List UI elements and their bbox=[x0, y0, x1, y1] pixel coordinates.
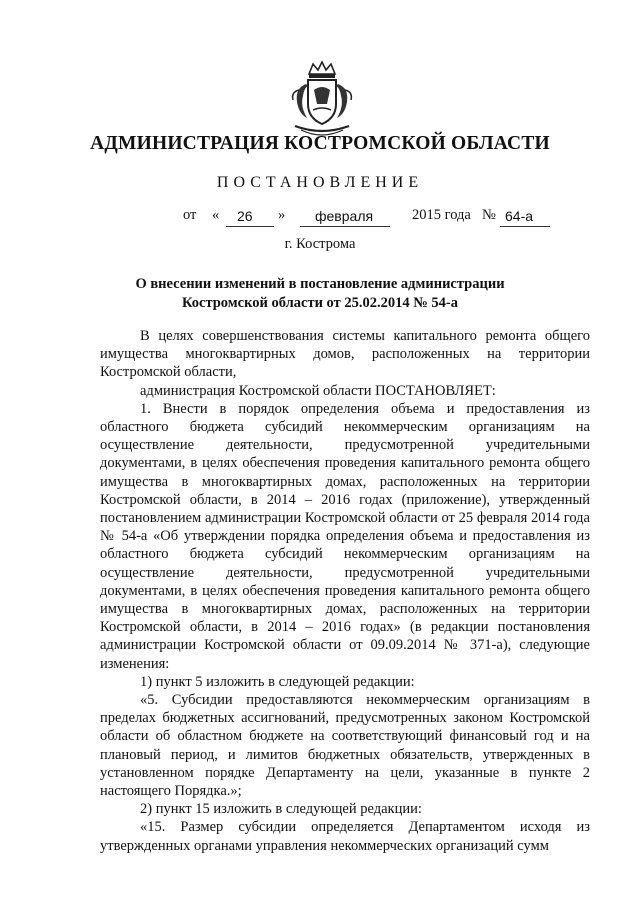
paragraph: 1) пункт 5 изложить в следующей редакции: bbox=[140, 673, 415, 690]
document-type: ПОСТАНОВЛЕНИЕ bbox=[216, 174, 424, 191]
organization-name: АДМИНИСТРАЦИЯ КОСТРОМСКОЙ ОБЛАСТИ bbox=[90, 133, 550, 154]
title-line-2: Костромской области от 25.02.2014 № 54-а bbox=[181, 295, 459, 311]
number-underline bbox=[500, 226, 550, 227]
date-prefix: от bbox=[183, 207, 197, 223]
paragraph: 2) пункт 15 изложить в следующей редакции: bbox=[140, 801, 422, 818]
day-underline bbox=[226, 226, 274, 227]
month-underline bbox=[300, 226, 390, 227]
paragraph: «5. Субсидии предоставляются некоммерческим организациям в пределах бюджетных ассигнований, предусмотренных законом Костромской области об областном бюджете на соответствующий финансовый год и на плановый период, и лимитов бюджетных обязательств, утвержденных в установленном порядке Департаменту на цели, указанные в пункте 2 настоящего Порядка.»; bbox=[100, 692, 590, 800]
paragraph: «15. Размер субсидии определяется Департаментом исходя из утвержденных органами управления некоммерческих организаций сумм bbox=[100, 819, 590, 854]
city: г. Кострома bbox=[284, 236, 356, 252]
date-day: 26 bbox=[237, 208, 253, 224]
document-number: 64-а bbox=[505, 208, 534, 224]
quote-open: « bbox=[212, 207, 220, 223]
paragraph: администрация Костромской области ПОСТАНОВЛЯЕТ: bbox=[140, 382, 496, 399]
date-month: февраля bbox=[315, 208, 374, 224]
date-year: 2015 года bbox=[412, 207, 471, 223]
quote-close: » bbox=[278, 207, 286, 223]
paragraph: 1. Внести в порядок определения объема и предоставления из областного бюджета субсидий некоммерческим организациям на осуществление деятельности, предусмотренной учредительными документами, в целях обеспечения проведения капитального ремонта общего имущества в многоквартирных домах, расположенных на территории Костромской области, в 2014 – 2016 годах (приложение), утвержденный постановлением администрации Костромской области от 25 февраля 2014 года № 54-а «Об утверждении порядка определения объема и предоставления из областного бюджета субсидий некоммерческим организациям на осуществление деятельности, предусмотренной учредительными документами, в целях обеспечения проведения капитального ремонта общего имущества в многоквартирных домах, расположенных на территории Костромской области, в 2014 – 2016 годах» (в редакции постановления администрации Костромской области от 09.09.2014 № 371-а), следующие изменения: bbox=[100, 400, 590, 672]
document-title bbox=[120, 275, 520, 313]
title-line-1: О внесении изменений в постановление администрации bbox=[135, 276, 505, 292]
kostroma-coat-of-arms-icon bbox=[287, 60, 357, 140]
paragraph: В целях совершенствования системы капитального ремонта общего имущества многоквартирных домов, расположенных на территории Костромской области, bbox=[100, 328, 590, 381]
document-body bbox=[100, 327, 590, 855]
date-line bbox=[0, 207, 640, 227]
number-sign: № bbox=[482, 207, 496, 223]
